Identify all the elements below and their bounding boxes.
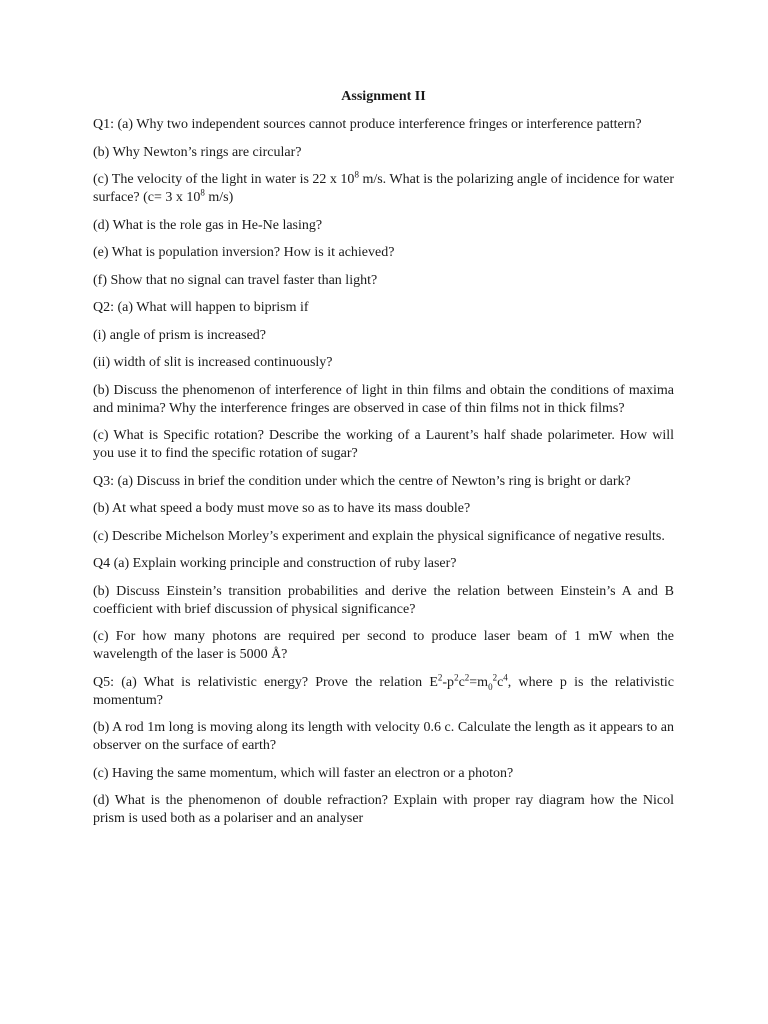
question-2a: Q2: (a) What will happen to biprism if	[93, 300, 309, 315]
superscript: 2	[492, 671, 498, 682]
question-2a-i: (i) angle of prism is increased?	[93, 327, 266, 343]
question-1d: (d) What is the role gas in He-Ne lasing?	[93, 217, 323, 233]
question-1b: (b) Why Newton’s rings are circular?	[93, 144, 302, 160]
question-5c: (c) Having the same momentum, which will faster an electron or a photon?	[93, 765, 514, 781]
subscript: 0	[488, 681, 493, 692]
document-title: Assignment II	[341, 89, 426, 104]
question-3c: (c) Describe Michelson Morley’s experiment and explain the physical significance of negative results.	[93, 528, 665, 544]
question-3a: Q3: (a) Discuss in brief the condition under which the centre of Newton’s ring is bright or dark?	[93, 473, 631, 489]
question-1c-text: (c) The velocity of the light in water is 22 x 10	[93, 172, 355, 187]
question-5a-text: , where p is the relativistic momentum?	[93, 674, 674, 708]
question-4c: (c) For how many photons are required per second to produce laser beam of 1 mW when the wavelength of the laser is 5000 Å?	[93, 629, 674, 662]
question-1a: Q1: (a) Why two independent sources cannot produce interference fringes or interference pattern?	[93, 117, 642, 132]
superscript: 2	[464, 671, 470, 682]
superscript: 4	[503, 671, 508, 682]
question-5a-text: Q5: (a) What is relativistic energy? Prove the relation E	[93, 674, 438, 690]
question-2a-ii: (ii) width of slit is increased continuously?	[93, 355, 333, 370]
question-1c	[93, 171, 674, 207]
question-4b: (b) Discuss Einstein’s transition probabilities and derive the relation between Einstein’s A and B coefficient with brief discussion of physical significance?	[93, 583, 674, 617]
question-3b: (b) At what speed a body must move so as to have its mass double?	[93, 501, 471, 516]
question-5a-text: =m	[469, 674, 489, 690]
question-5a	[93, 671, 674, 710]
question-2c: (c) What is Specific rotation? Describe the working of a Laurent’s half shade polarimeter. How will you use it to find the specific rotation of sugar?	[93, 428, 674, 461]
question-5a-text: -p	[442, 674, 455, 690]
question-4a: Q4 (a) Explain working principle and construction of ruby laser?	[93, 556, 457, 571]
exponent: 8	[354, 169, 359, 180]
superscript: 2	[454, 671, 459, 682]
question-1c-text: m/s)	[204, 190, 234, 205]
question-5a-text: c	[458, 674, 465, 690]
question-1c-text: m/s. What is the polarizing angle of incidence for water surface? (c= 3 x 10	[93, 172, 674, 205]
question-1f: (f) Show that no signal can travel faster than light?	[93, 272, 378, 288]
question-5d: (d) What is the phenomenon of double refraction? Explain with proper ray diagram how the Nicol prism is used both as a polariser and an analyser	[93, 793, 674, 826]
exponent: 8	[200, 187, 205, 198]
question-5b: (b) A rod 1m long is moving along its length with velocity 0.6 c. Calculate the length as it appears to an observer on the surface of earth?	[93, 720, 674, 753]
question-1e: (e) What is population inversion? How is it achieved?	[93, 245, 395, 260]
document-body	[93, 88, 674, 838]
question-2b: (b) Discuss the phenomenon of interference of light in thin films and obtain the conditions of maxima and minima? Why the interference fringes are observed in case of thin films not in thick films?	[93, 382, 674, 416]
superscript: 2	[437, 671, 443, 682]
question-5a-text: c	[497, 674, 504, 690]
